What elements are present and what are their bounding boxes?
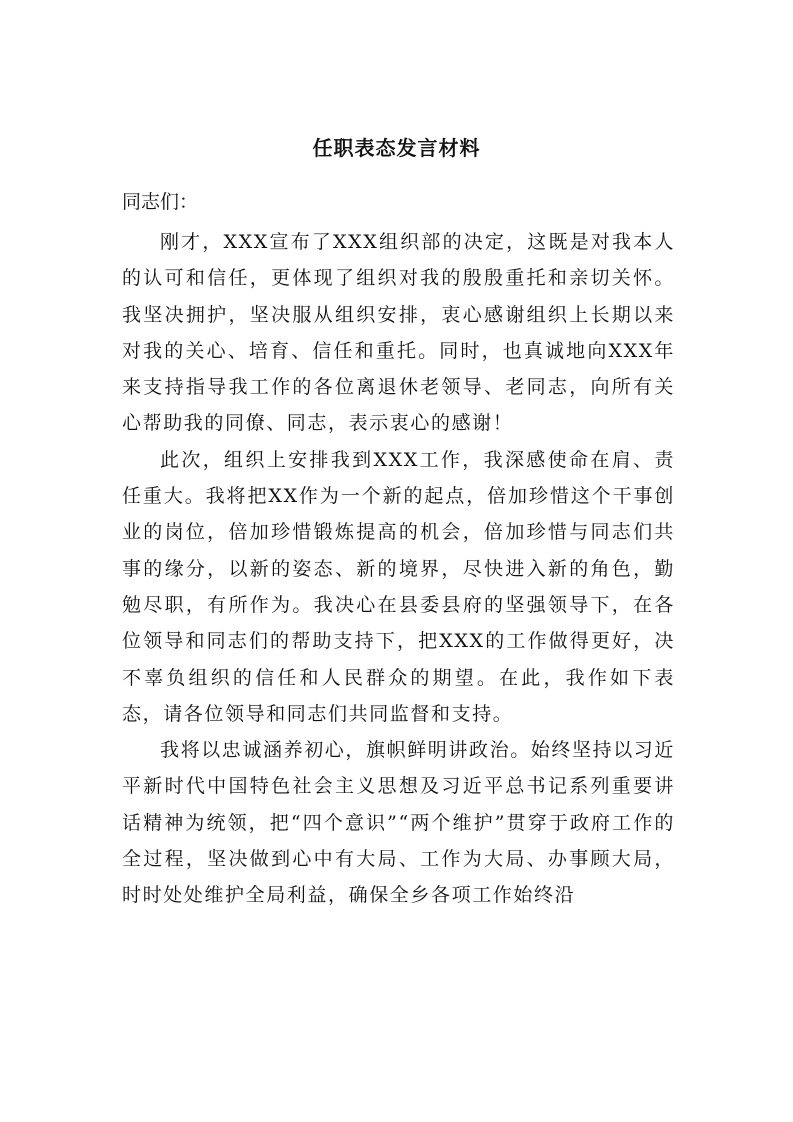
paragraph-2: 此次，组织上安排我到XXX工作，我深感使命在肩、责任重大。我将把XX作为一个新的起点，倍加珍惜这个干事创业的岗位，倍加珍惜锻炼提高的机会，倍加珍惜与同志们共事的缘分，以新的姿态、新的境界，尽快进入新的角色，勤勉尽职，有所作为。我决心在县委县府的坚强领导下，在各位领导和同志们的帮助支持下，把XXX的工作做得更好，决不辜负组织的信任和人民群众的期望。在此，我作如下表态，请各位领导和同志们共同监督和支持。 — [122, 448, 675, 725]
paragraph-1: 刚才，XXX宣布了XXX组织部的决定，这既是对我本人的认可和信任，更体现了组织对我的殷殷重托和亲切关怀。我坚决拥护，坚决服从组织安排，衷心感谢组织上长期以来对我的关心、培育、信任和重托。同时，也真诚地向XXX年来支持指导我工作的各位离退休老领导、老同志，向所有关心帮助我的同僚、同志，表示衷心的感谢！ — [122, 231, 675, 435]
paragraph-3: 我将以忠诚涵养初心，旗帜鲜明讲政治。始终坚持以习近平新时代中国特色社会主义思想及习近平总书记系列重要讲话精神为统领，把“四个意识”“两个维护”贯穿于政府工作的全过程，坚决做到心中有大局、工作为大局、办事顾大局，时时处处维护全局利益，确保全乡各项工作始终沿 — [122, 739, 676, 907]
document-body — [122, 224, 675, 914]
document-title: 任职表态发言材料 — [312, 136, 481, 160]
salutation: 同志们： — [122, 191, 199, 213]
